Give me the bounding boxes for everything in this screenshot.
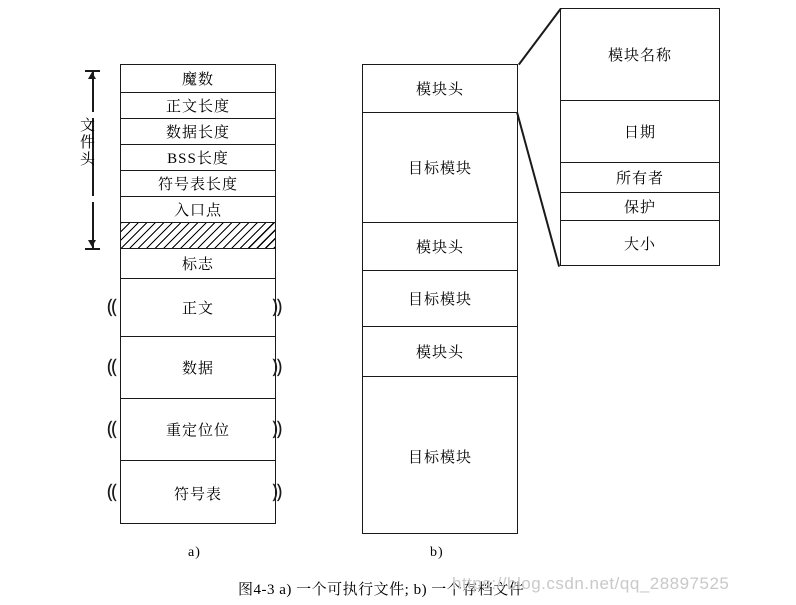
- leader-line-bottom: [517, 112, 560, 266]
- section-brace-right: ⸩: [272, 479, 283, 503]
- bracket-gap: [92, 196, 94, 202]
- archive-file-row: [363, 271, 517, 327]
- archive-file-row-label: 模块头: [415, 345, 464, 361]
- archive-file-row: [363, 65, 517, 113]
- section-brace-right: ⸩: [272, 354, 283, 378]
- executable-file-row-label: 标志: [181, 257, 214, 273]
- module-header-detail-column: [560, 8, 720, 266]
- executable-file-row-label: BSS长度: [167, 151, 229, 167]
- section-brace-right: ⸩: [272, 294, 283, 318]
- executable-file-row: [121, 65, 275, 93]
- watermark-text: https://blog.csdn.net/qq_28897525: [452, 574, 730, 593]
- module-header-detail-row: [561, 9, 719, 101]
- archive-file-row-label: 模块头: [415, 240, 464, 256]
- executable-file-row: [121, 93, 275, 119]
- figure-caption: 图4-3 a) 一个可执行文件; b) 一个存档文件: [238, 582, 525, 598]
- archive-file-row: [363, 327, 517, 377]
- archive-file-row: [363, 377, 517, 535]
- file-header-bracket-bottom-tick: [85, 248, 100, 250]
- caption-b: b): [430, 545, 444, 560]
- executable-file-row: [121, 279, 275, 337]
- archive-file-row-label: 目标模块: [407, 161, 472, 177]
- executable-file-row-label: 魔数: [181, 72, 214, 88]
- executable-file-row: [121, 119, 275, 145]
- executable-file-row: [121, 171, 275, 197]
- archive-file-row: [363, 223, 517, 271]
- file-header-arrow-down-icon: [88, 240, 96, 247]
- archive-file-row: [363, 113, 517, 223]
- module-header-detail-row: [561, 193, 719, 221]
- section-brace-left: ⸨: [107, 479, 118, 503]
- executable-file-row: [121, 399, 275, 461]
- section-brace-left: ⸨: [107, 294, 118, 318]
- executable-file-row-label: 入口点: [173, 203, 222, 219]
- executable-file-row-label: 正文长度: [165, 99, 230, 115]
- executable-file-row-label: 重定位位: [165, 423, 230, 439]
- archive-file-column: [362, 64, 518, 534]
- module-header-detail-row: [561, 221, 719, 265]
- leader-line-top: [518, 8, 561, 65]
- file-header-label: [78, 118, 98, 169]
- module-header-detail-row-label: 保护: [623, 200, 656, 216]
- executable-file-row-label: 正文: [181, 301, 214, 317]
- module-header-detail-row-label: 所有者: [615, 171, 664, 187]
- module-header-detail-row-label: 日期: [623, 125, 656, 141]
- executable-file-row: [121, 197, 275, 223]
- module-header-detail-row: [561, 163, 719, 193]
- module-header-detail-row: [561, 101, 719, 163]
- file-header-arrow-up-icon: [88, 72, 96, 79]
- archive-file-row-label: 模块头: [415, 82, 464, 98]
- archive-file-row-label: 目标模块: [407, 449, 472, 466]
- executable-file-row: [121, 223, 275, 249]
- section-brace-right: ⸩: [272, 416, 283, 440]
- executable-file-row: [121, 249, 275, 279]
- executable-file-row: [121, 461, 275, 525]
- executable-file-row: [121, 337, 275, 399]
- executable-file-row-label: 符号表: [173, 486, 222, 503]
- module-header-detail-row-label: 大小: [623, 236, 656, 253]
- section-brace-left: ⸨: [107, 354, 118, 378]
- module-header-detail-row-label: 模块名称: [607, 48, 672, 64]
- file-header-label-text: 文件头: [79, 118, 96, 168]
- archive-file-row-label: 目标模块: [407, 292, 472, 308]
- executable-file-row-label: 符号表长度: [157, 177, 238, 193]
- section-brace-left: ⸨: [107, 416, 118, 440]
- executable-file-row: [121, 145, 275, 171]
- executable-file-row-label: 数据长度: [165, 125, 230, 141]
- executable-file-column: [120, 64, 276, 524]
- caption-a: a): [188, 545, 201, 560]
- executable-file-row-label: 数据: [181, 361, 214, 377]
